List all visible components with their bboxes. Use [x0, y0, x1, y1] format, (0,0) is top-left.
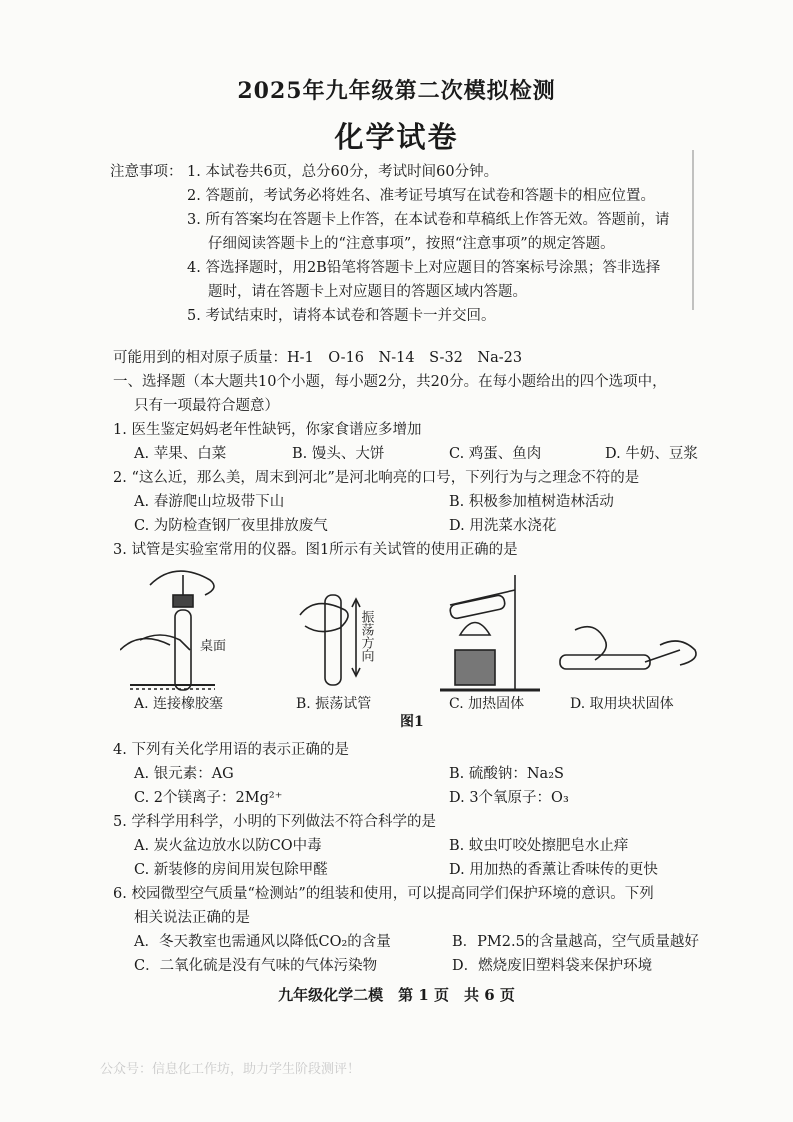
- q4-option-b: B. 硫酸钠：Na₂S: [449, 766, 564, 782]
- q3-option-b: B. 振荡试管: [296, 696, 372, 712]
- q5-option-d: D. 用加热的香薰让香味传的更快: [449, 862, 658, 878]
- notice-item: 仔细阅读答题卡上的“注意事项”，按照“注意事项”的规定答题。: [208, 236, 615, 252]
- page-footer: 九年级化学二模 第 1 页 共 6 页: [278, 986, 515, 1004]
- q3-option-c: C. 加热固体: [449, 696, 525, 712]
- q1-option-b: B. 馒头、大饼: [292, 446, 385, 462]
- notice-item: 5. 考试结束时，请将本试卷和答题卡一并交回。: [187, 308, 496, 324]
- q2-option-a: A. 春游爬山垃圾带下山: [134, 494, 285, 510]
- question-6-stem: 6. 校园微型空气质量“检测站”的组装和使用，可以提高同学们保护环境的意识。下列: [113, 886, 654, 902]
- question-2-stem: 2. “这么近，那么美，周末到河北”是河北响亮的口号，下列行为与之理念不符的是: [113, 470, 640, 486]
- question-1-stem: 1. 医生鉴定妈妈老年性缺钙，你家食谱应多增加: [113, 422, 422, 438]
- notice-item: 1. 本试卷共6页，总分60分，考试时间60分钟。: [187, 164, 499, 180]
- section-heading-cont: 只有一项最符合题意）: [134, 398, 279, 414]
- exam-title: 2025年九年级第二次模拟检测: [237, 78, 556, 104]
- q5-option-b: B. 蚊虫叮咬处擦肥皂水止痒: [449, 838, 629, 854]
- question-3-stem: 3. 试管是实验室常用的仪器。图1所示有关试管的使用正确的是: [113, 542, 518, 558]
- section-heading: 一、选择题（本大题共10个小题，每小题2分，共20分。在每小题给出的四个选项中，: [113, 374, 667, 390]
- atomic-masses: 可能用到的相对原子质量：H-1 O-16 N-14 S-32 Na-23: [113, 350, 523, 366]
- tube-stopper-illustration: [120, 571, 215, 690]
- q2-option-d: D. 用洗菜水浇花: [449, 518, 557, 534]
- q3-option-a: A. 连接橡胶塞: [134, 696, 224, 712]
- q5-option-a: A. 炭火盆边放水以防CO中毒: [134, 838, 322, 854]
- q6-option-c: C．二氧化硫是没有气味的气体污染物: [134, 958, 378, 974]
- q5-option-c: C. 新装修的房间用炭包除甲醛: [134, 862, 328, 878]
- shake-direction-label: 振荡方向: [358, 610, 374, 662]
- notice-heading: 注意事项：: [110, 164, 183, 180]
- q1-option-c: C. 鸡蛋、鱼肉: [449, 446, 542, 462]
- q1-option-a: A. 苹果、白菜: [134, 446, 227, 462]
- desk-label: 桌面: [200, 639, 227, 654]
- q4-option-a: A. 银元素：AG: [134, 766, 234, 782]
- question-5-stem: 5. 学科学用科学，小明的下列做法不符合科学的是: [113, 814, 436, 830]
- notice-item: 4. 答选择题时，用2B铅笔将答题卡上对应题目的答案标号涂黑；答非选择: [187, 260, 661, 276]
- tube-block-solid-illustration: [560, 627, 696, 669]
- q3-option-d: D. 取用块状固体: [570, 696, 674, 712]
- exam-subtitle: 化学试卷: [334, 120, 459, 154]
- q6-option-a: A．冬天教室也需通风以降低CO₂的含量: [134, 934, 391, 950]
- notice-item: 题时，请在答题卡上对应题目的答题区域内答题。: [208, 284, 527, 300]
- q4-option-d: D. 3个氧原子：O₃: [449, 790, 569, 806]
- notice-item: 2. 答题前，考试务必将姓名、准考证号填写在试卷和答题卡的相应位置。: [187, 188, 655, 204]
- tube-shaking-illustration: [300, 595, 360, 685]
- q6-option-b: B．PM2.5的含量越高，空气质量越好: [452, 934, 699, 950]
- question-4-stem: 4. 下列有关化学用语的表示正确的是: [113, 742, 349, 758]
- tube-heating-illustration: [440, 575, 540, 690]
- figure-caption: 图1: [400, 714, 424, 730]
- q4-option-c: C. 2个镁离子：2Mg²⁺: [134, 790, 283, 806]
- question-6-stem-cont: 相关说法正确的是: [134, 910, 250, 926]
- q6-option-d: D．燃烧废旧塑料袋来保护环境: [452, 958, 653, 974]
- q1-option-d: D. 牛奶、豆浆: [605, 446, 698, 462]
- notice-item: 3. 所有答案均在答题卡上作答，在本试卷和草稿纸上作答无效。答题前，请: [187, 212, 670, 228]
- q2-option-c: C. 为防检查钢厂夜里排放废气: [134, 518, 328, 534]
- watermark-text: 公众号：信息化工作坊，助力学生阶段测评！: [100, 1062, 361, 1077]
- scan-edge-mark: [692, 150, 694, 310]
- q2-option-b: B. 积极参加植树造林活动: [449, 494, 614, 510]
